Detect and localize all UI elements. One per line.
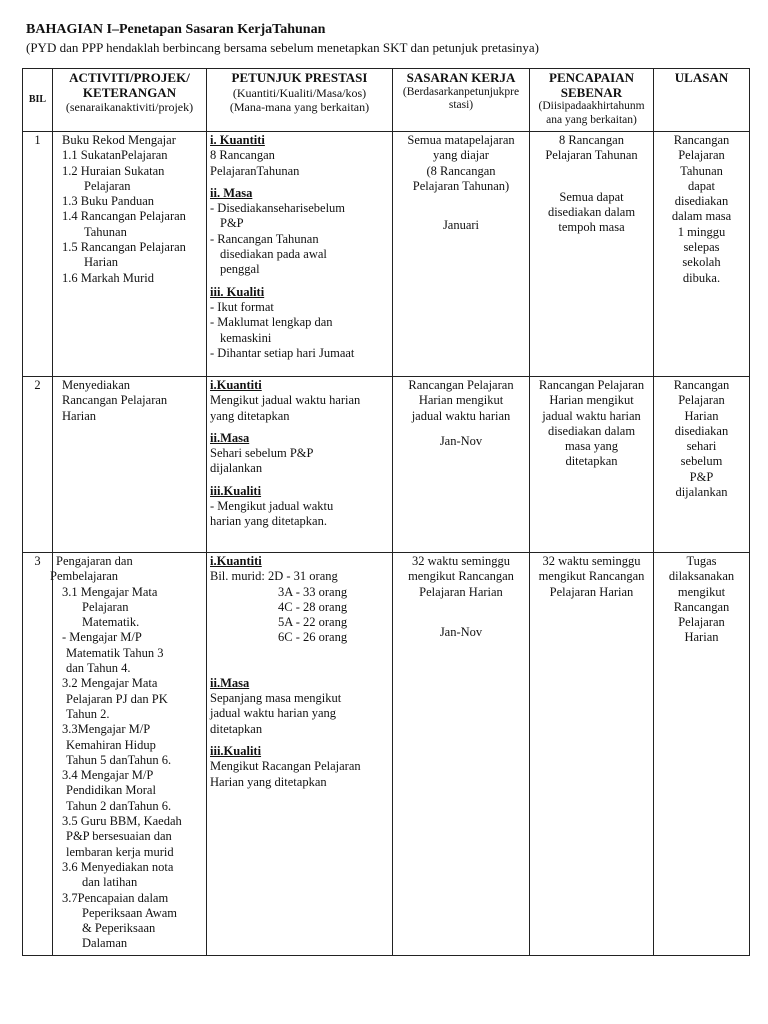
row-number: 2 <box>23 377 53 553</box>
ulasan-cell: Rancangan Pelajaran Harian disediakan sehari sebelum P&P dijalankan <box>654 377 750 553</box>
aktiviti-line: & Peperiksaan <box>82 921 156 936</box>
skt-table <box>22 68 750 956</box>
aktiviti-line: 3.1 Mengajar Mata <box>62 584 158 599</box>
aktiviti-line: dan Tahun 4. <box>66 661 131 676</box>
aktiviti-cell: Pengajaran dan Pembelajaran 3.1 Mengajar Mata Pelajaran Matematik. - Mengajar M/P Matematik Tahun 3 dan Tahun 4. 3.2 Mengajar Mata Pelajaran PJ dan PK Tahun 2. 3.3Mengajar M/P Kemahiran Hidup Tahun 5 danTahun 6. 3.4 Mengajar M/P Pendidikan Moral Tahun 2 danTahun 6. 3.5 Guru BBM, Kaedah P&P bersesuaian dan lembaran kerja murid 3.6 Menyediakan nota dan latihan 3.7Pencapaian dalam Peperiksaan Awam & Peperiksaan Dalaman <box>53 553 207 956</box>
aktiviti-line: 3.5 Guru BBM, Kaedah <box>62 814 182 829</box>
header-aktiviti: ACTIVITI/PROJEK/ KETERANGAN (senaraikanaktiviti/projek) <box>53 69 207 132</box>
row-number: 1 <box>23 132 53 377</box>
ulasan-cell: Tugas dilaksanakan mengikut Rancangan Pelajaran Harian <box>654 553 750 956</box>
sasaran-cell: Rancangan Pelajaran Harian mengikut jadual waktu harian Jan-Nov <box>393 377 530 553</box>
sasaran-cell: 32 waktu seminggu mengikut Rancangan Pelajaran Harian Jan-Nov <box>393 553 530 956</box>
header-pencapaian: PENCAPAIAN SEBENAR (Diisipadaakhirtahunm ana yang berkaitan) <box>530 69 654 132</box>
aktiviti-line: 3.7Pencapaian dalam <box>62 890 169 905</box>
petunjuk-cell: i.Kuantiti Bil. murid: 2D - 31 orang 3A - 33 orang 4C - 28 orang 5A - 22 orang 6C - 26 orang ii.Masa Sepanjang masa mengikut jadual waktu harian yang ditetapkan iii.Kualiti Mengikut Racangan Pelajaran Harian yang ditetapkan <box>207 553 393 956</box>
aktiviti-line: Tahun 2 danTahun 6. <box>66 798 172 813</box>
header-sasaran: SASARAN KERJA (Berdasarkanpetunjukpre stasi) <box>393 69 530 132</box>
aktiviti-line: Matematik Tahun 3 <box>66 645 164 660</box>
aktiviti-line: 3.6 Menyediakan nota <box>62 859 174 874</box>
aktiviti-line: Dalaman <box>82 936 128 951</box>
aktiviti-line: Peperiksaan Awam <box>82 905 178 920</box>
pencapaian-cell: Rancangan Pelajaran Harian mengikut jadual waktu harian disediakan dalam masa yang ditetapkan <box>530 377 654 553</box>
table-row <box>23 132 750 377</box>
aktiviti-line: Pendidikan Moral <box>66 783 156 798</box>
aktiviti-line: Pelajaran PJ dan PK <box>66 691 168 706</box>
table-header-row <box>23 69 750 132</box>
aktiviti-line: Pelajaran <box>82 599 129 614</box>
aktiviti-line: - Mengajar M/P <box>62 630 142 645</box>
aktiviti-line: 3.4 Mengajar M/P <box>62 768 154 783</box>
aktiviti-line: Matematik. <box>82 615 140 630</box>
aktiviti-line: dan latihan <box>82 875 138 890</box>
aktiviti-line: Tahun 2. <box>66 706 110 721</box>
header-bil: BIL <box>23 69 53 132</box>
section-title: BAHAGIAN I–Penetapan Sasaran KerjaTahunan <box>26 22 326 37</box>
pencapaian-cell: 8 Rancangan Pelajaran Tahunan Semua dapat disediakan dalam tempoh masa <box>530 132 654 377</box>
aktiviti-cell: Menyediakan Rancangan Pelajaran Harian <box>53 377 207 553</box>
ulasan-cell: Rancangan Pelajaran Tahunan dapat disediakan dalam masa 1 minggu selepas sekolah dibuka. <box>654 132 750 377</box>
aktiviti-line: 3.2 Mengajar Mata <box>62 676 158 691</box>
aktiviti-line: lembaran kerja murid <box>66 844 174 859</box>
header-petunjuk: PETUNJUK PRESTASI (Kuantiti/Kualiti/Masa/kos) (Mana-mana yang berkaitan) <box>207 69 393 132</box>
sasaran-cell: Semua matapelajaran yang diajar (8 Rancangan Pelajaran Tahunan) Januari <box>393 132 530 377</box>
row-number: 3 <box>23 553 53 956</box>
table-row <box>23 553 750 956</box>
aktiviti-cell: Buku Rekod Mengajar 1.1 SukatanPelajaran 1.2 Huraian Sukatan Pelajaran 1.3 Buku Panduan 1.4 Rancangan Pelajaran Tahunan 1.5 Rancangan Pelajaran Harian 1.6 Markah Murid <box>53 132 207 377</box>
table-row <box>23 377 750 553</box>
section-subtitle: (PYD dan PPP hendaklah berbincang bersama sebelum menetapkan SKT dan petunjuk pretasinya) <box>26 40 540 55</box>
petunjuk-cell: i. Kuantiti 8 Rancangan PelajaranTahunan ii. Masa - Disediakanseharisebelum P&P - Rancangan Tahunan disediakan pada awal penggal iii. Kualiti - Ikut format - Maklumat lengkap dan kemaskini - Dihantar setiap hari Jumaat <box>207 132 393 377</box>
aktiviti-line: 3.3Mengajar M/P <box>62 722 151 737</box>
aktiviti-line: Kemahiran Hidup <box>66 737 156 752</box>
aktiviti-line: Tahun 5 danTahun 6. <box>66 752 172 767</box>
header-ulasan: ULASAN <box>654 69 750 132</box>
aktiviti-line: P&P bersesuaian dan <box>66 829 172 844</box>
petunjuk-cell: i.Kuantiti Mengikut jadual waktu harian yang ditetapkan ii.Masa Sehari sebelum P&P dijalankan iii.Kualiti - Mengikut jadual waktu harian yang ditetapkan. <box>207 377 393 553</box>
pencapaian-cell: 32 waktu seminggu mengikut Rancangan Pelajaran Harian <box>530 553 654 956</box>
